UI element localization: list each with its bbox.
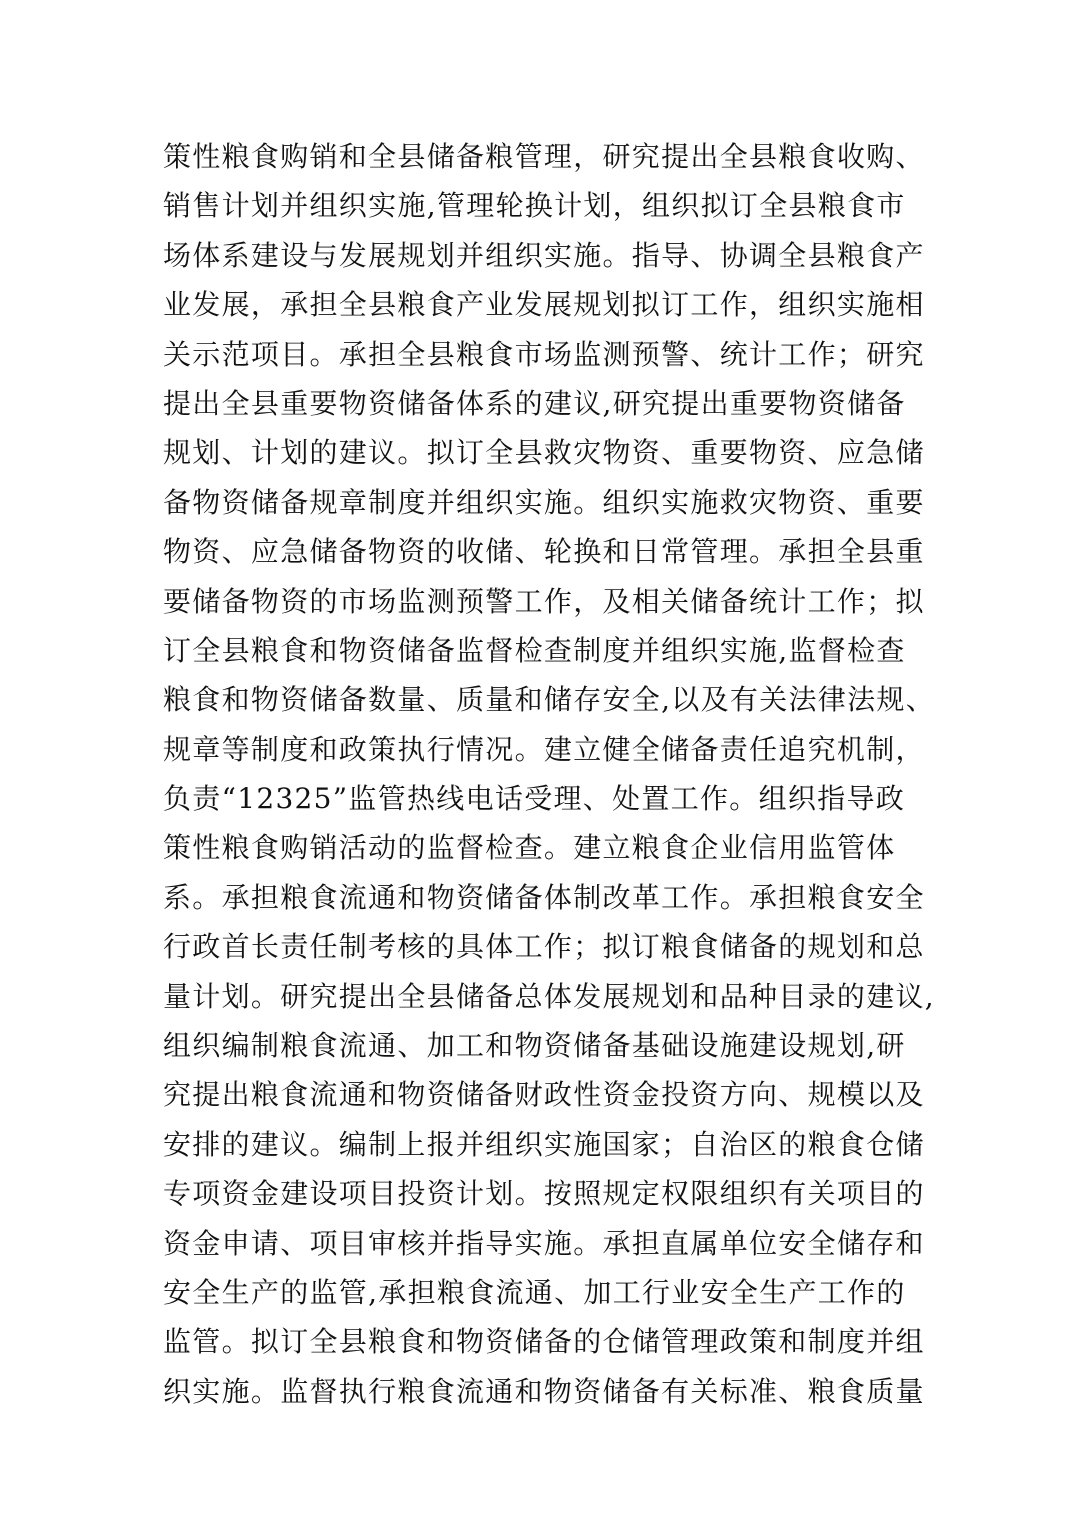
text-line: 场体系建设与发展规划并组织实施。指导、协调全县粮食产: [163, 238, 925, 272]
text-line: 资金申请、项目审核并指导实施。承担直属单位安全储存和: [163, 1226, 925, 1260]
text-line: 组织编制粮食流通、加工和物资储备基础设施建设规划,研: [163, 1029, 906, 1063]
text-line: 策性粮食购销和全县储备粮管理，研究提出全县粮食收购、: [163, 140, 925, 173]
text-line: 织实施。监督执行粮食流通和物资储备有关标准、粮食质量: [163, 1374, 925, 1408]
text-line: 专项资金建设项目投资计划。按照规定权限组织有关项目的: [163, 1177, 925, 1211]
text-line: 规划、计划的建议。拟订全县救灾物资、重要物资、应急储: [163, 436, 925, 470]
text-line: 关示范项目。承担全县粮食市场监测预警、统计工作；研究: [163, 337, 925, 371]
text-line: 系。承担粮食流通和物资储备体制改革工作。承担粮食安全: [163, 880, 925, 914]
text-line: 备物资储备规章制度并组织实施。组织实施救灾物资、重要: [163, 485, 925, 519]
text-line: 销售计划并组织实施,管理轮换计划，组织拟订全县粮食市: [163, 189, 906, 223]
text-line: 负责“12325”监管热线电话受理、处置工作。组织指导政: [163, 782, 906, 816]
text-line: 监管。拟订全县粮食和物资储备的仓储管理政策和制度并组: [163, 1325, 925, 1359]
body-text: [163, 132, 936, 1416]
text-line: 量计划。研究提出全县储备总体发展规划和品种目录的建议,: [163, 979, 936, 1013]
text-line: 策性粮食购销活动的监督检查。建立粮食企业信用监管体: [163, 831, 896, 865]
text-line: 提出全县重要物资储备体系的建议,研究提出重要物资储备: [163, 386, 906, 420]
text-line: 要储备物资的市场监测预警工作，及相关储备统计工作；拟: [163, 584, 925, 618]
text-line: 粮食和物资储备数量、质量和储存安全,以及有关法律法规、: [163, 683, 936, 717]
text-line: 物资、应急储备物资的收储、轮换和日常管理。承担全县重: [163, 535, 925, 569]
text-line: 究提出粮食流通和物资储备财政性资金投资方向、规模以及: [163, 1078, 925, 1112]
text-line: 订全县粮食和物资储备监督检查制度并组织实施,监督检查: [163, 633, 906, 667]
text-line: 行政首长责任制考核的具体工作；拟订粮食储备的规划和总: [163, 930, 925, 964]
text-line: 规章等制度和政策执行情况。建立健全储备责任追究机制，: [163, 732, 925, 766]
text-line: 业发展，承担全县粮食产业发展规划拟订工作，组织实施相: [163, 288, 925, 322]
text-line: 安排的建议。编制上报并组织实施国家；自治区的粮食仓储: [163, 1127, 925, 1161]
text-line: 安全生产的监管,承担粮食流通、加工行业安全生产工作的: [163, 1275, 906, 1309]
